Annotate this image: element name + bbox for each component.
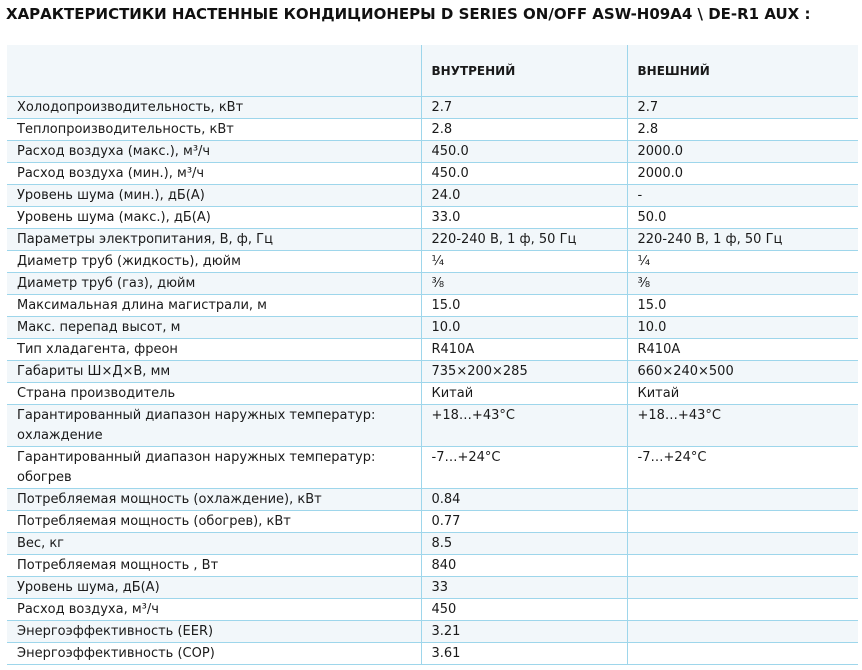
- row-outer-value: ⅜: [627, 273, 858, 295]
- row-outer-value: 220-240 В, 1 ф, 50 Гц: [627, 229, 858, 251]
- row-label: Габариты Ш×Д×В, мм: [7, 361, 421, 383]
- row-label: Расход воздуха, м³/ч: [7, 599, 421, 621]
- row-outer-value: -: [627, 185, 858, 207]
- row-outer-value: 2.8: [627, 119, 858, 141]
- row-label: Параметры электропитания, В, ф, Гц: [7, 229, 421, 251]
- table-row: [7, 119, 858, 141]
- row-label: Максимальная длина магистрали, м: [7, 295, 421, 317]
- table-row: [7, 97, 858, 119]
- row-outer-value: [627, 555, 858, 577]
- table-row: [7, 229, 858, 251]
- row-inner-value: 0.77: [421, 511, 627, 533]
- row-outer-value: [627, 577, 858, 599]
- row-outer-value: 2000.0: [627, 141, 858, 163]
- row-label: Диаметр труб (газ), дюйм: [7, 273, 421, 295]
- table-header-row: [7, 45, 858, 97]
- row-label: Потребляемая мощность , Вт: [7, 555, 421, 577]
- row-label: Потребляемая мощность (обогрев), кВт: [7, 511, 421, 533]
- row-label: Гарантированный диапазон наружных температур: обогрев: [7, 447, 421, 489]
- row-inner-value: 10.0: [421, 317, 627, 339]
- row-outer-value: [627, 533, 858, 555]
- row-outer-value: [627, 489, 858, 511]
- row-label: Энергоэффективность (EER): [7, 621, 421, 643]
- row-inner-value: 24.0: [421, 185, 627, 207]
- table-row: [7, 577, 858, 599]
- row-inner-value: 450.0: [421, 163, 627, 185]
- row-outer-value: ¼: [627, 251, 858, 273]
- header-outer-unit: ВНЕШНИЙ: [627, 45, 858, 97]
- table-row: [7, 141, 858, 163]
- row-inner-value: 0.84: [421, 489, 627, 511]
- row-inner-value: ⅜: [421, 273, 627, 295]
- table-row: [7, 383, 858, 405]
- row-label: Теплопроизводительность, кВт: [7, 119, 421, 141]
- row-inner-value: 2.8: [421, 119, 627, 141]
- table-row: [7, 489, 858, 511]
- table-row: [7, 185, 858, 207]
- row-inner-value: Китай: [421, 383, 627, 405]
- header-inner-unit: ВНУТРЕНИЙ: [421, 45, 627, 97]
- row-label: Потребляемая мощность (охлаждение), кВт: [7, 489, 421, 511]
- row-label: Тип хладагента, фреон: [7, 339, 421, 361]
- row-inner-value: 3.21: [421, 621, 627, 643]
- row-label: Вес, кг: [7, 533, 421, 555]
- row-label: Холодопроизводительность, кВт: [7, 97, 421, 119]
- row-inner-value: 8.5: [421, 533, 627, 555]
- row-outer-value: 660×240×500: [627, 361, 858, 383]
- row-outer-value: 50.0: [627, 207, 858, 229]
- table-row: [7, 317, 858, 339]
- row-inner-value: 33.0: [421, 207, 627, 229]
- row-outer-value: -7…+24°C: [627, 447, 858, 489]
- row-outer-value: R410A: [627, 339, 858, 361]
- row-label: Макс. перепад высот, м: [7, 317, 421, 339]
- row-outer-value: 2.7: [627, 97, 858, 119]
- table-row: [7, 273, 858, 295]
- specs-table: [7, 45, 858, 665]
- row-inner-value: +18…+43°C: [421, 405, 627, 447]
- row-label: Страна производитель: [7, 383, 421, 405]
- row-inner-value: R410A: [421, 339, 627, 361]
- row-label: Уровень шума, дБ(А): [7, 577, 421, 599]
- row-outer-value: Китай: [627, 383, 858, 405]
- table-row: [7, 621, 858, 643]
- header-label: [7, 45, 421, 97]
- row-outer-value: [627, 621, 858, 643]
- row-label: Расход воздуха (макс.), м³/ч: [7, 141, 421, 163]
- row-outer-value: 2000.0: [627, 163, 858, 185]
- table-row: [7, 251, 858, 273]
- row-label: Энергоэффективность (COP): [7, 643, 421, 665]
- table-row: [7, 207, 858, 229]
- row-inner-value: 735×200×285: [421, 361, 627, 383]
- row-inner-value: 450: [421, 599, 627, 621]
- page-title: ХАРАКТЕРИСТИКИ НАСТЕННЫЕ КОНДИЦИОНЕРЫ D SERIES ON/OFF ASW-H09A4 \ DE-R1 AUX :: [6, 5, 811, 23]
- row-outer-value: 15.0: [627, 295, 858, 317]
- row-label: Диаметр труб (жидкость), дюйм: [7, 251, 421, 273]
- table-row: [7, 533, 858, 555]
- row-label: Уровень шума (мин.), дБ(А): [7, 185, 421, 207]
- table-row: [7, 361, 858, 383]
- row-inner-value: 33: [421, 577, 627, 599]
- table-row: [7, 447, 858, 489]
- row-inner-value: 3.61: [421, 643, 627, 665]
- table-row: [7, 295, 858, 317]
- row-inner-value: ¼: [421, 251, 627, 273]
- row-label: Уровень шума (макс.), дБ(А): [7, 207, 421, 229]
- row-inner-value: 450.0: [421, 141, 627, 163]
- table-row: [7, 511, 858, 533]
- row-inner-value: 220-240 В, 1 ф, 50 Гц: [421, 229, 627, 251]
- row-outer-value: [627, 599, 858, 621]
- row-label: Гарантированный диапазон наружных температур: охлаждение: [7, 405, 421, 447]
- table-row: [7, 163, 858, 185]
- table-row: [7, 339, 858, 361]
- table-row: [7, 405, 858, 447]
- row-inner-value: -7…+24°C: [421, 447, 627, 489]
- row-label: Расход воздуха (мин.), м³/ч: [7, 163, 421, 185]
- row-outer-value: [627, 643, 858, 665]
- row-inner-value: 15.0: [421, 295, 627, 317]
- row-outer-value: [627, 511, 858, 533]
- row-inner-value: 840: [421, 555, 627, 577]
- row-inner-value: 2.7: [421, 97, 627, 119]
- table-row: [7, 643, 858, 665]
- row-outer-value: +18…+43°C: [627, 405, 858, 447]
- table-row: [7, 555, 858, 577]
- row-outer-value: 10.0: [627, 317, 858, 339]
- table-row: [7, 599, 858, 621]
